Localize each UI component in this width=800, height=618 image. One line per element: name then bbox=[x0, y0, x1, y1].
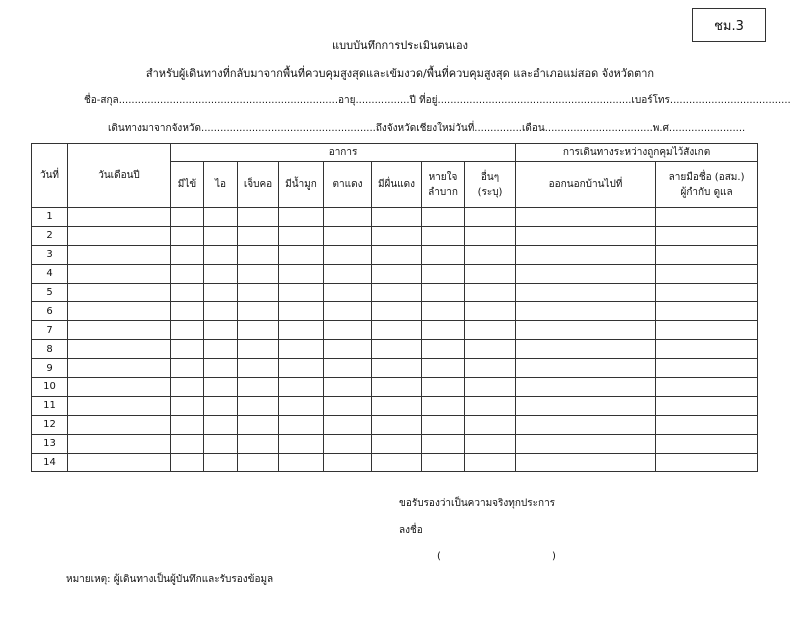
table-row bbox=[32, 321, 758, 340]
col-day-header: วันที่ bbox=[32, 144, 68, 208]
entry-cell[interactable] bbox=[516, 264, 656, 283]
entry-cell[interactable] bbox=[372, 434, 422, 453]
form-title: แบบบันทึกการประเมินตนเอง bbox=[332, 39, 468, 52]
table-row bbox=[32, 340, 758, 359]
col-signature-header bbox=[656, 162, 758, 208]
entry-cell[interactable] bbox=[516, 340, 656, 359]
entry-cell[interactable] bbox=[171, 302, 204, 321]
sign-paren-open: ( bbox=[437, 551, 441, 562]
entry-cell[interactable] bbox=[372, 283, 422, 302]
entry-cell[interactable] bbox=[656, 245, 758, 264]
entry-cell[interactable] bbox=[465, 359, 516, 378]
entry-cell[interactable] bbox=[171, 453, 204, 472]
entry-cell[interactable] bbox=[171, 378, 204, 397]
entry-cell[interactable] bbox=[324, 434, 372, 453]
entry-cell[interactable] bbox=[516, 359, 656, 378]
entry-cell[interactable] bbox=[465, 302, 516, 321]
entry-cell[interactable] bbox=[238, 302, 279, 321]
row-day-number: 13 bbox=[32, 434, 68, 453]
row-day-number: 12 bbox=[32, 415, 68, 434]
entry-cell[interactable] bbox=[422, 283, 465, 302]
entry-cell[interactable] bbox=[656, 226, 758, 245]
entry-cell[interactable] bbox=[656, 208, 758, 227]
entry-cell[interactable] bbox=[422, 208, 465, 227]
entry-cell[interactable] bbox=[171, 340, 204, 359]
table-row bbox=[32, 434, 758, 453]
entry-cell[interactable] bbox=[324, 245, 372, 264]
row-day-number: 14 bbox=[32, 453, 68, 472]
entry-cell[interactable] bbox=[68, 378, 171, 397]
entry-cell[interactable] bbox=[279, 208, 324, 227]
entry-cell[interactable] bbox=[324, 359, 372, 378]
table-row bbox=[32, 302, 758, 321]
entry-cell[interactable] bbox=[238, 415, 279, 434]
entry-cell[interactable] bbox=[279, 340, 324, 359]
entry-cell[interactable] bbox=[516, 226, 656, 245]
entry-cell[interactable] bbox=[238, 340, 279, 359]
col-other-header bbox=[465, 162, 516, 208]
entry-cell[interactable] bbox=[68, 208, 171, 227]
row-day-number: 5 bbox=[32, 283, 68, 302]
table-row bbox=[32, 226, 758, 245]
entry-cell[interactable] bbox=[279, 283, 324, 302]
entry-cell[interactable] bbox=[465, 340, 516, 359]
entry-cell[interactable] bbox=[279, 396, 324, 415]
entry-cell[interactable] bbox=[324, 415, 372, 434]
entry-cell[interactable] bbox=[171, 283, 204, 302]
entry-cell[interactable] bbox=[422, 226, 465, 245]
entry-cell[interactable] bbox=[422, 453, 465, 472]
entry-cell[interactable] bbox=[279, 434, 324, 453]
entry-cell[interactable] bbox=[372, 415, 422, 434]
entry-cell[interactable] bbox=[465, 396, 516, 415]
col-went-out-header: ออกนอกบ้านไปที่ bbox=[516, 162, 656, 208]
entry-cell[interactable] bbox=[372, 359, 422, 378]
entry-cell[interactable] bbox=[324, 226, 372, 245]
entry-cell[interactable] bbox=[279, 359, 324, 378]
footnote: หมายเหตุ: ผู้เดินทางเป็นผู้บันทึกและรับรองข้อมูล bbox=[66, 574, 274, 585]
entry-cell[interactable] bbox=[656, 415, 758, 434]
row-day-number: 1 bbox=[32, 208, 68, 227]
entry-cell[interactable] bbox=[68, 264, 171, 283]
entry-cell[interactable] bbox=[422, 321, 465, 340]
entry-cell[interactable] bbox=[279, 415, 324, 434]
entry-cell[interactable] bbox=[516, 434, 656, 453]
entry-cell[interactable] bbox=[324, 453, 372, 472]
row-day-number: 8 bbox=[32, 340, 68, 359]
other-header-line1: อื่นๆ bbox=[480, 171, 500, 183]
entry-cell[interactable] bbox=[279, 264, 324, 283]
entry-cell[interactable] bbox=[372, 453, 422, 472]
entry-cell[interactable] bbox=[204, 264, 238, 283]
entry-cell[interactable] bbox=[656, 359, 758, 378]
form-subtitle: สำหรับผู้เดินทางที่กลับมาจากพื้นที่ควบคุมสูงสุดและเข้มงวด/พื้นที่ควบคุมสูงสุด และอำเภอแม่สอด จังหวัดตาก bbox=[145, 67, 655, 80]
entry-cell[interactable] bbox=[422, 264, 465, 283]
entry-cell[interactable] bbox=[656, 302, 758, 321]
table-row bbox=[32, 245, 758, 264]
entry-cell[interactable] bbox=[68, 415, 171, 434]
entry-cell[interactable] bbox=[204, 302, 238, 321]
entry-cell[interactable] bbox=[204, 245, 238, 264]
entry-cell[interactable] bbox=[465, 415, 516, 434]
sign-paren-close: ) bbox=[552, 551, 556, 562]
entry-cell[interactable] bbox=[238, 359, 279, 378]
row-day-number: 2 bbox=[32, 226, 68, 245]
entry-cell[interactable] bbox=[204, 226, 238, 245]
row-day-number: 9 bbox=[32, 359, 68, 378]
entry-cell[interactable] bbox=[422, 359, 465, 378]
entry-cell[interactable] bbox=[171, 415, 204, 434]
entry-cell[interactable] bbox=[422, 245, 465, 264]
entry-cell[interactable] bbox=[516, 396, 656, 415]
entry-cell[interactable] bbox=[465, 245, 516, 264]
entry-cell[interactable] bbox=[516, 321, 656, 340]
entry-cell[interactable] bbox=[372, 226, 422, 245]
entry-cell[interactable] bbox=[656, 321, 758, 340]
entry-cell[interactable] bbox=[465, 283, 516, 302]
entry-cell[interactable] bbox=[238, 283, 279, 302]
entry-cell[interactable] bbox=[516, 415, 656, 434]
sign-label: ลงชื่อ bbox=[399, 525, 423, 536]
entry-cell[interactable] bbox=[238, 245, 279, 264]
entry-cell[interactable] bbox=[68, 226, 171, 245]
row-day-number: 3 bbox=[32, 245, 68, 264]
entry-cell[interactable] bbox=[372, 208, 422, 227]
entry-cell[interactable] bbox=[68, 302, 171, 321]
col-breathing-header bbox=[422, 162, 465, 208]
table-row bbox=[32, 208, 758, 227]
entry-cell[interactable] bbox=[372, 378, 422, 397]
entry-cell[interactable] bbox=[465, 264, 516, 283]
entry-cell[interactable] bbox=[324, 321, 372, 340]
entry-cell[interactable] bbox=[324, 378, 372, 397]
entry-cell[interactable] bbox=[465, 378, 516, 397]
row-day-number: 6 bbox=[32, 302, 68, 321]
entry-cell[interactable] bbox=[465, 434, 516, 453]
entry-cell[interactable] bbox=[279, 226, 324, 245]
col-fever-header: มีไข้ bbox=[171, 162, 204, 208]
entry-cell[interactable] bbox=[516, 302, 656, 321]
entry-cell[interactable] bbox=[324, 340, 372, 359]
entry-cell[interactable] bbox=[204, 396, 238, 415]
row-day-number: 10 bbox=[32, 378, 68, 397]
signature-header-line1: ลายมือชื่อ (อสม.) bbox=[668, 171, 745, 183]
entry-cell[interactable] bbox=[656, 378, 758, 397]
breathing-header-line1: หายใจ bbox=[428, 171, 458, 183]
entry-cell[interactable] bbox=[324, 208, 372, 227]
self-assessment-table bbox=[31, 143, 758, 472]
entry-cell[interactable] bbox=[204, 378, 238, 397]
entry-cell[interactable] bbox=[516, 453, 656, 472]
entry-cell[interactable] bbox=[279, 245, 324, 264]
row-day-number: 7 bbox=[32, 321, 68, 340]
col-runny-nose-header: มีน้ำมูก bbox=[279, 162, 324, 208]
col-rash-header: มีผื่นแดง bbox=[372, 162, 422, 208]
table-row bbox=[32, 453, 758, 472]
entry-cell[interactable] bbox=[171, 208, 204, 227]
entry-cell[interactable] bbox=[238, 396, 279, 415]
table-row bbox=[32, 378, 758, 397]
symptoms-group-header: อาการ bbox=[171, 144, 516, 162]
table-row bbox=[32, 415, 758, 434]
form-code: ชม.3 bbox=[714, 18, 744, 34]
table-row bbox=[32, 396, 758, 415]
entry-cell[interactable] bbox=[465, 453, 516, 472]
entry-cell[interactable] bbox=[68, 434, 171, 453]
entry-cell[interactable] bbox=[68, 359, 171, 378]
table-row bbox=[32, 264, 758, 283]
entry-cell[interactable] bbox=[422, 302, 465, 321]
entry-cell[interactable] bbox=[68, 245, 171, 264]
entry-cell[interactable] bbox=[204, 434, 238, 453]
table-row bbox=[32, 359, 758, 378]
entry-cell[interactable] bbox=[422, 396, 465, 415]
entry-cell[interactable] bbox=[465, 208, 516, 227]
entry-cell[interactable] bbox=[171, 321, 204, 340]
entry-cell[interactable] bbox=[422, 434, 465, 453]
entry-cell[interactable] bbox=[465, 226, 516, 245]
entry-cell[interactable] bbox=[422, 378, 465, 397]
entry-cell[interactable] bbox=[656, 434, 758, 453]
entry-cell[interactable] bbox=[279, 453, 324, 472]
entry-cell[interactable] bbox=[171, 434, 204, 453]
entry-cell[interactable] bbox=[372, 264, 422, 283]
entry-cell[interactable] bbox=[279, 378, 324, 397]
entry-cell[interactable] bbox=[204, 321, 238, 340]
entry-cell[interactable] bbox=[422, 340, 465, 359]
signature-header-line2: ผู้กำกับ ดูแล bbox=[680, 186, 733, 198]
col-date-header: วันเดือนปี bbox=[68, 144, 171, 208]
entry-cell[interactable] bbox=[372, 396, 422, 415]
breathing-header-line2: ลำบาก bbox=[428, 186, 458, 198]
entry-cell[interactable] bbox=[238, 453, 279, 472]
entry-cell[interactable] bbox=[238, 378, 279, 397]
certify-text: ขอรับรองว่าเป็นความจริงทุกประการ bbox=[399, 498, 556, 509]
entry-cell[interactable] bbox=[372, 321, 422, 340]
entry-cell[interactable] bbox=[324, 302, 372, 321]
entry-cell[interactable] bbox=[656, 283, 758, 302]
entry-cell[interactable] bbox=[238, 321, 279, 340]
entry-cell[interactable] bbox=[238, 226, 279, 245]
entry-cell[interactable] bbox=[204, 415, 238, 434]
entry-cell[interactable] bbox=[68, 453, 171, 472]
entry-cell[interactable] bbox=[238, 208, 279, 227]
entry-cell[interactable] bbox=[324, 396, 372, 415]
entry-cell[interactable] bbox=[68, 340, 171, 359]
entry-cell[interactable] bbox=[279, 321, 324, 340]
entry-cell[interactable] bbox=[324, 283, 372, 302]
entry-cell[interactable] bbox=[204, 340, 238, 359]
entry-cell[interactable] bbox=[238, 434, 279, 453]
entry-cell[interactable] bbox=[171, 264, 204, 283]
entry-cell[interactable] bbox=[171, 226, 204, 245]
personal-info-line: ชื่อ-สกุล.....................................................................อายุ.................ปี ที่อยู่.............................................................เบอร์โทร...................................... bbox=[84, 95, 791, 106]
other-header-line2: (ระบุ) bbox=[477, 186, 503, 198]
entry-cell[interactable] bbox=[204, 208, 238, 227]
row-day-number: 11 bbox=[32, 396, 68, 415]
entry-cell[interactable] bbox=[171, 396, 204, 415]
entry-cell[interactable] bbox=[171, 245, 204, 264]
entry-cell[interactable] bbox=[656, 453, 758, 472]
entry-cell[interactable] bbox=[324, 264, 372, 283]
entry-cell[interactable] bbox=[656, 396, 758, 415]
entry-cell[interactable] bbox=[516, 378, 656, 397]
entry-cell[interactable] bbox=[68, 321, 171, 340]
entry-cell[interactable] bbox=[238, 264, 279, 283]
entry-cell[interactable] bbox=[68, 283, 171, 302]
entry-cell[interactable] bbox=[372, 302, 422, 321]
row-day-number: 4 bbox=[32, 264, 68, 283]
entry-cell[interactable] bbox=[279, 302, 324, 321]
col-sore-throat-header: เจ็บคอ bbox=[238, 162, 279, 208]
table-row bbox=[32, 283, 758, 302]
entry-cell[interactable] bbox=[204, 453, 238, 472]
col-cough-header: ไอ bbox=[204, 162, 238, 208]
entry-cell[interactable] bbox=[204, 283, 238, 302]
entry-cell[interactable] bbox=[171, 359, 204, 378]
entry-cell[interactable] bbox=[372, 340, 422, 359]
entry-cell[interactable] bbox=[656, 340, 758, 359]
entry-cell[interactable] bbox=[516, 283, 656, 302]
entry-cell[interactable] bbox=[516, 208, 656, 227]
col-red-eyes-header: ตาแดง bbox=[324, 162, 372, 208]
entry-cell[interactable] bbox=[656, 264, 758, 283]
entry-cell[interactable] bbox=[465, 321, 516, 340]
entry-cell[interactable] bbox=[516, 245, 656, 264]
entry-cell[interactable] bbox=[422, 415, 465, 434]
entry-cell[interactable] bbox=[372, 245, 422, 264]
travel-group-header: การเดินทางระหว่างถูกคุมไว้สังเกต bbox=[516, 144, 758, 162]
travel-info-line: เดินทางมาจากจังหวัด.......................................................ถึงจังหวัดเชียงใหม่วันที่...............เดือน..................................พ.ศ........................ bbox=[108, 123, 746, 134]
entry-cell[interactable] bbox=[204, 359, 238, 378]
entry-cell[interactable] bbox=[68, 396, 171, 415]
